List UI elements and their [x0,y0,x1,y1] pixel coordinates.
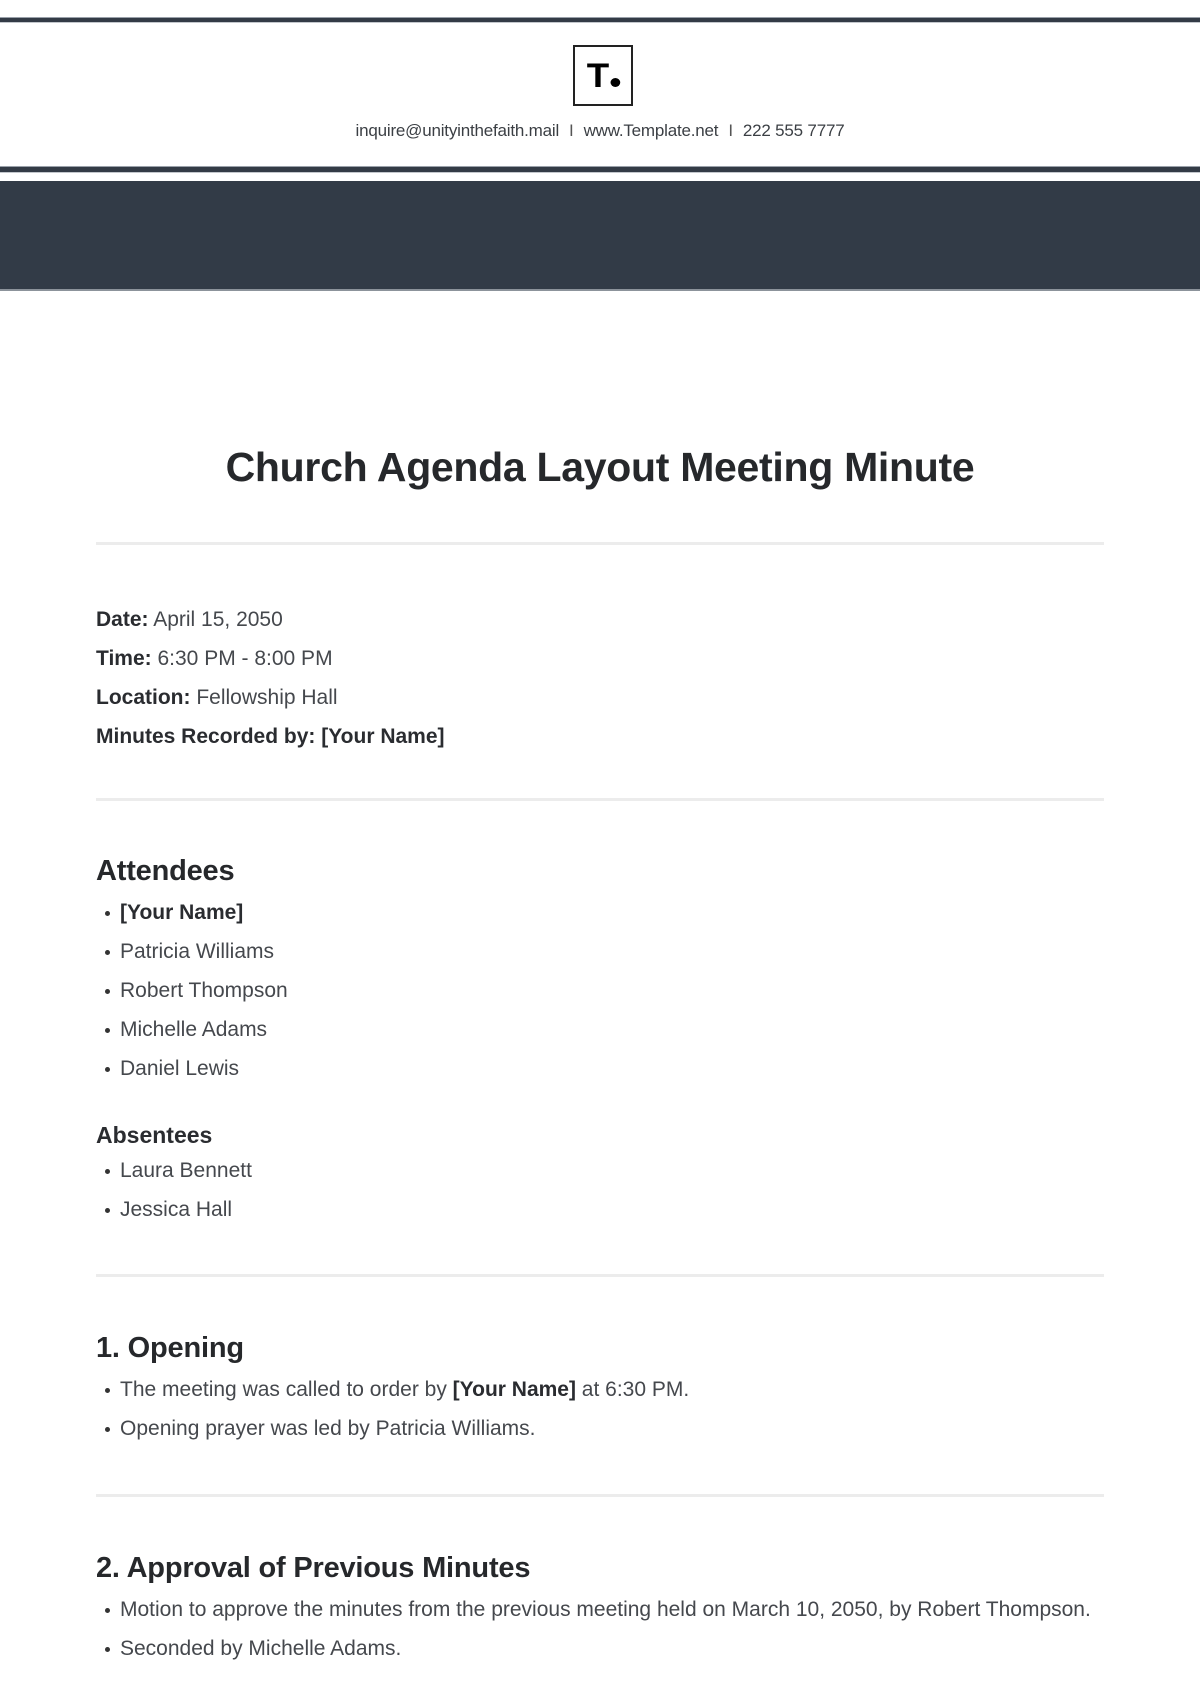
company-logo [573,45,633,106]
logo-letter-icon: T [586,59,619,93]
meta-date: Date: April 15, 2050 [96,608,283,631]
list-item: The meeting was called to order by [Your Name] at 6:30 PM. [104,1370,1104,1409]
divider [96,1494,1104,1497]
section-heading-approval: 2. Approval of Previous Minutes [96,1552,531,1584]
header-banner [0,181,1200,291]
meta-time: Time: 6:30 PM - 8:00 PM [96,647,333,670]
contact-phone: 222 555 7777 [742,121,845,140]
list-item: [Your Name] [104,893,1104,932]
absentees-list [104,1151,1104,1229]
opening-list [104,1370,1104,1448]
divider [96,1274,1104,1277]
list-item: Robert Thompson [104,971,1104,1010]
header-top-rule [0,17,1200,23]
list-item: Jessica Hall [104,1190,1104,1229]
contact-email: inquire@unityinthefaith.mail [355,121,560,140]
list-item: Laura Bennett [104,1151,1104,1190]
divider [96,798,1104,801]
list-item: Daniel Lewis [104,1049,1104,1088]
divider [96,542,1104,545]
contact-separator: I [569,121,574,140]
list-item: Patricia Williams [104,932,1104,971]
contact-separator: I [728,121,733,140]
list-item: Michelle Adams [104,1010,1104,1049]
meta-recorder: Minutes Recorded by: [Your Name] [96,725,445,748]
contact-website: www.Template.net [583,121,719,140]
list-item: Seconded by Michelle Adams. [104,1629,1104,1668]
attendees-heading: Attendees [96,855,235,887]
header-bottom-rule [0,166,1200,173]
list-item: Motion to approve the minutes from the previous meeting held on March 10, 2050, by Robert Thompson. [104,1590,1104,1629]
absentees-heading: Absentees [96,1122,213,1148]
meeting-details [96,600,445,756]
approval-list [104,1590,1104,1668]
attendees-list [104,893,1104,1088]
contact-line [0,121,1200,141]
section-heading-opening: 1. Opening [96,1332,244,1364]
meta-location: Location: Fellowship Hall [96,686,338,709]
document-title: Church Agenda Layout Meeting Minute [225,444,975,490]
list-item: Opening prayer was led by Patricia Williams. [104,1409,1104,1448]
